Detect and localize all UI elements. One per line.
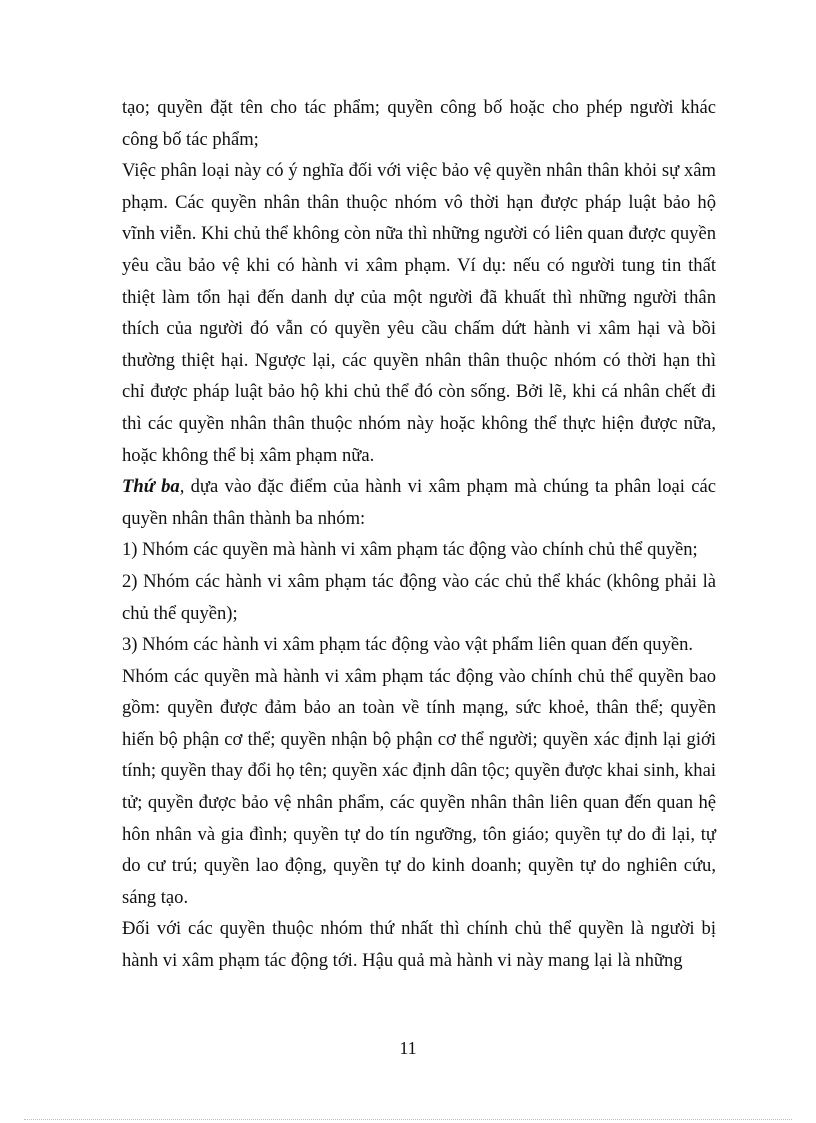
- page-bottom-divider: [24, 1119, 792, 1120]
- thu-ba-text: , dựa vào đặc điểm của hành vi xâm phạm mà chúng ta phân loại các quyền nhân thân thành ba nhóm:: [122, 476, 716, 529]
- list-item-3: 3) Nhóm các hành vi xâm phạm tác động vào vật phẩm liên quan đến quyền.: [122, 634, 694, 656]
- list-item-1: 1) Nhóm các quyền mà hành vi xâm phạm tác động vào chính chủ thể quyền;: [122, 539, 698, 561]
- paragraph-thu-ba: [122, 471, 716, 534]
- list-item-2: 2) Nhóm các hành vi xâm phạm tác động vào các chủ thể khác (không phải là chủ thể quyền);: [122, 570, 716, 624]
- page-number: 11: [399, 1038, 417, 1058]
- paragraph-first-group-consequence: Đối với các quyền thuộc nhóm thứ nhất thì chính chủ thể quyền là người bị hành vi xâm phạm tác động tới. Hậu quả mà hành vi này mang lại là những: [122, 918, 716, 972]
- paragraph-first-group: Nhóm các quyền mà hành vi xâm phạm tác động vào chính chủ thể quyền bao gồm: quyền được đảm bảo an toàn về tính mạng, sức khoẻ, thân thể; quyền hiến bộ phận cơ thể; quyền nhận bộ phận cơ thể người; quyền xác định lại giới tính; quyền thay đổi họ tên; quyền xác định dân tộc; quyền được khai sinh, khai tử; quyền được bảo vệ nhân phẩm, các quyền nhân thân liên quan đến quan hệ hôn nhân và gia đình; quyền tự do tín ngưỡng, tôn giáo; quyền tự do đi lại, tự do cư trú; quyền lao động, quyền tự do kinh doanh; quyền tự do nghiên cứu, sáng tạo.: [122, 665, 716, 908]
- thu-ba-lead: Thứ ba: [122, 476, 180, 498]
- paragraph-classification-meaning: Việc phân loại này có ý nghĩa đối với việc bảo vệ quyền nhân thân khỏi sự xâm phạm. Các quyền nhân thân thuộc nhóm vô thời hạn được pháp luật bảo hộ vĩnh viễn. Khi chủ thể không còn nữa thì những người có liên quan được quyền yêu cầu bảo vệ khi có hành vi xâm phạm. Ví dụ: nếu có người tung tin thất thiệt làm tổn hại đến danh dự của một người đã khuất thì những người thân thích của người đó vẫn có quyền yêu cầu chấm dứt hành vi xâm hại và bồi thường thiệt hại. Ngược lại, các quyền nhân thân thuộc nhóm có thời hạn thì chỉ được pháp luật bảo hộ khi chủ thể đó còn sống. Bởi lẽ, khi cá nhân chết đi thì các quyền nhân thân thuộc nhóm này hoặc không thể thực hiện được nữa, hoặc không thể bị xâm phạm nữa.: [122, 160, 716, 466]
- paragraph-intro: tạo; quyền đặt tên cho tác phẩm; quyền công bố hoặc cho phép người khác công bố tác phẩm;: [122, 97, 716, 150]
- body-text: [122, 92, 716, 977]
